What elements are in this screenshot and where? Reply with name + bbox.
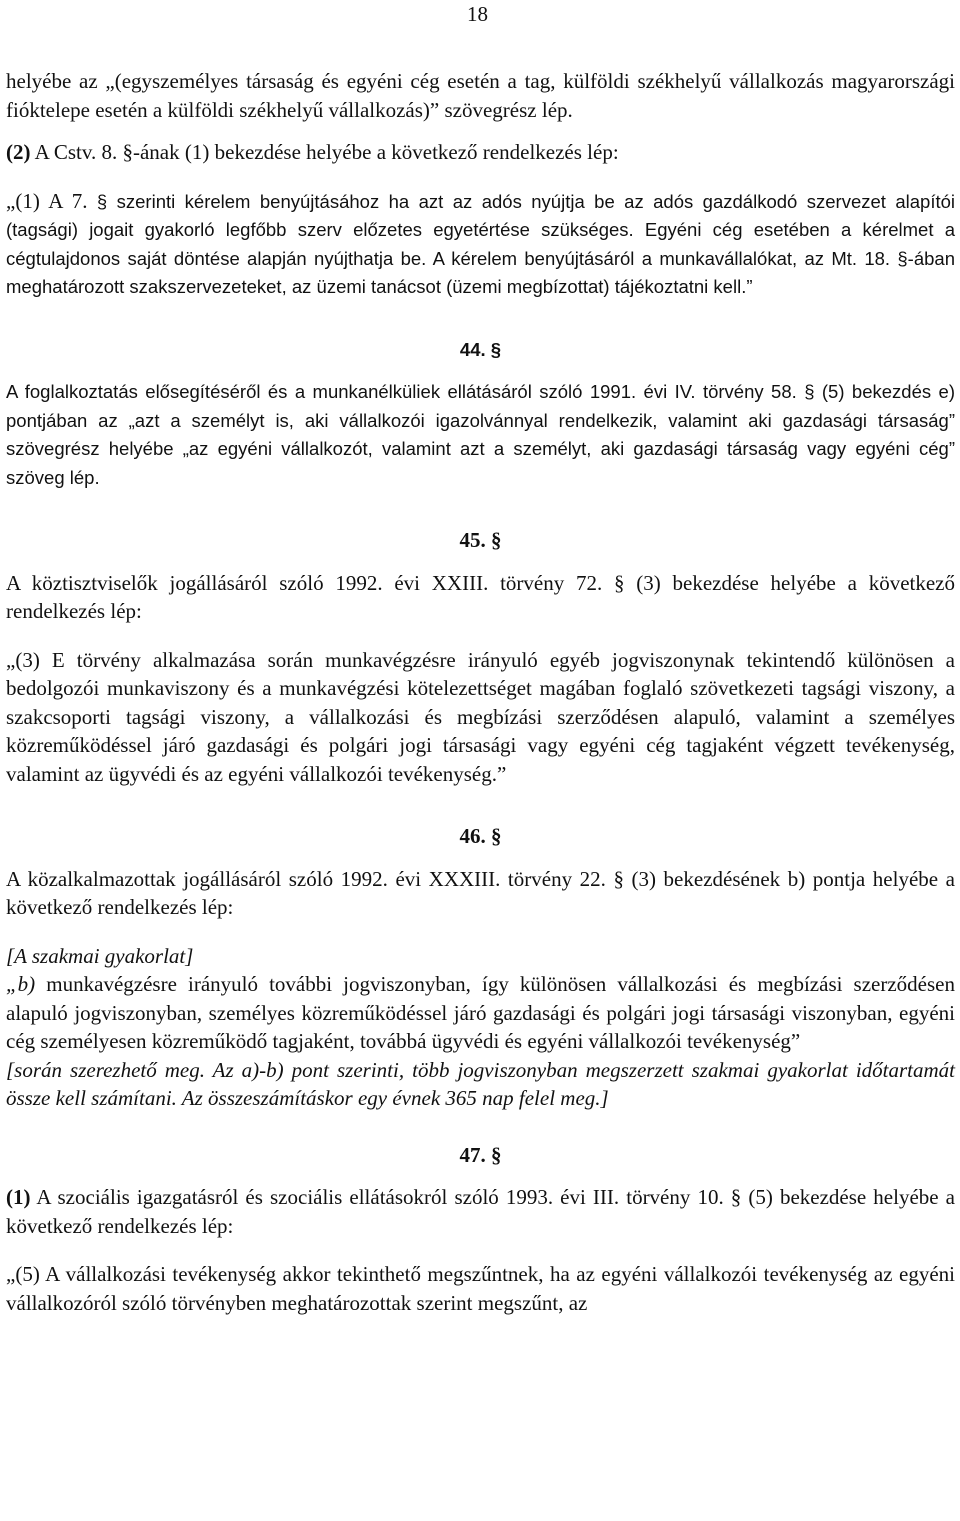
paragraph-8-text: munkavégzésre irányuló további jogviszonyban, így különösen vállalkozási és megbízási szerződésen alapuló jogviszonyban, személyes közreműködéssel járó gazdasági és polgári jogi társasági viszonyban, egyéni cég személyesen közreműködő tagjaként, továbbá ügyvédi és egyéni vállalkozói tevékenység”: [6, 972, 955, 1053]
paragraph-3-text: § szerinti kérelem benyújtásához ha azt az adós nyújtja be az adós gazdálkodó szervezet alapítói (tagsági) jogait gyakorló legfőbb szerv előzetes egyetértése szükséges. Egyéni cég esetében a kérelmet a cégtulajdonos saját döntése alapján nyújthatja be. A kérelem benyújtásáról a munkavállalókat, az Mt. 18. §-ában meghatározott szakszervezeteket, az üzemi tanácsot (üzemi megbízottat) tájékoztatni kell.”: [6, 190, 955, 297]
section-heading-47: 47. §: [459, 1142, 502, 1167]
paragraph-8-heading: [A szakmai gyakorlat]: [6, 943, 194, 968]
paragraph-8: [6, 970, 955, 1056]
section-heading-46: 46. §: [459, 824, 502, 848]
paragraph-6: „(3) E törvény alkalmazása során munkavégzésre irányuló egyéb jogviszonynak tekintendő különösen a bedolgozói munkaviszony és a munkavégzési kötelezettséget magában foglaló szövetkezeti tagsági viszony, a szakcsoporti tagsági viszony, a vállalkozási és megbízási szerződésen alapuló, valamint a személyes közreműködéssel járó gazdasági és polgári jogi társasági vagy egyéni cég tagjaként végzett tevékenység, valamint az ügyvédi és az egyéni vállalkozói tevékenység.”: [6, 647, 955, 786]
paragraph-1: helyébe az „(egyszemélyes társaság és egyéni cég esetén a tag, külföldi székhelyű vállalkozás magyarországi fióktelepe esetén a külföldi székhelyű vállalkozás)” szövegrész lép.: [6, 69, 955, 122]
paragraph-5: A köztisztviselők jogállásáról szóló 1992. évi XXIII. törvény 72. § (3) bekezdése helyébe a következő rendelkezés lép:: [6, 570, 955, 623]
paragraph-10: „(5) A vállalkozási tevékenység akkor tekinthető megszűntnek, ha az egyéni vállalkozói tevékenység az egyéni vállalkozóról szóló törvényben meghatározottak szerint megszűnt, az: [6, 1262, 955, 1315]
section-heading-44: 44. §: [459, 338, 502, 360]
paragraph-9: [6, 1183, 955, 1240]
document-body: [6, 67, 955, 1317]
paragraph-2-text: A Cstv. 8. §-ának (1) bekezdése helyébe a következő rendelkezés lép:: [30, 140, 619, 164]
paragraph-4: A foglalkoztatás elősegítéséről és a munkanélküliek ellátásáról szóló 1991. évi IV. törvény 58. § (5) bekezdés e) pontjában az „azt a személyt is, aki vállalkozói igazolvánnyal rendelkezik, valamint aki gazdasági társaság” szövegrész helyébe „az egyéni vállalkozót, valamint azt a személyt, aki gazdasági társaság vagy egyéni cég” szöveg lép.: [6, 381, 955, 488]
subsection-number: (2): [6, 140, 31, 164]
paragraph-3: [6, 187, 955, 302]
quote-lead: „(1) A 7.: [6, 188, 88, 213]
subsection-number-47: (1): [6, 1185, 31, 1209]
section-heading-45: 45. §: [459, 528, 502, 552]
point-lead: „b): [6, 972, 36, 996]
paragraph-7: A közalkalmazottak jogállásáról szóló 1992. évi XXXIII. törvény 22. § (3) bekezdésének b) pontja helyébe a következő rendelkezés lép:: [6, 866, 955, 919]
paragraph-9-text: A szociális igazgatásról és szociális ellátásokról szóló 1993. évi III. törvény 10. § (5) bekezdése helyébe a következő rendelkezés lép:: [6, 1185, 955, 1238]
page-number: 18: [467, 2, 488, 26]
paragraph-2: [6, 138, 955, 167]
paragraph-8-tail: [során szerezhető meg. Az a)-b) pont szerinti, több jogviszonyban megszerzett szakmai gyakorlat időtartamát össze kell számítani. Az összeszámításkor egy évnek 365 nap felel meg.]: [6, 1057, 955, 1110]
